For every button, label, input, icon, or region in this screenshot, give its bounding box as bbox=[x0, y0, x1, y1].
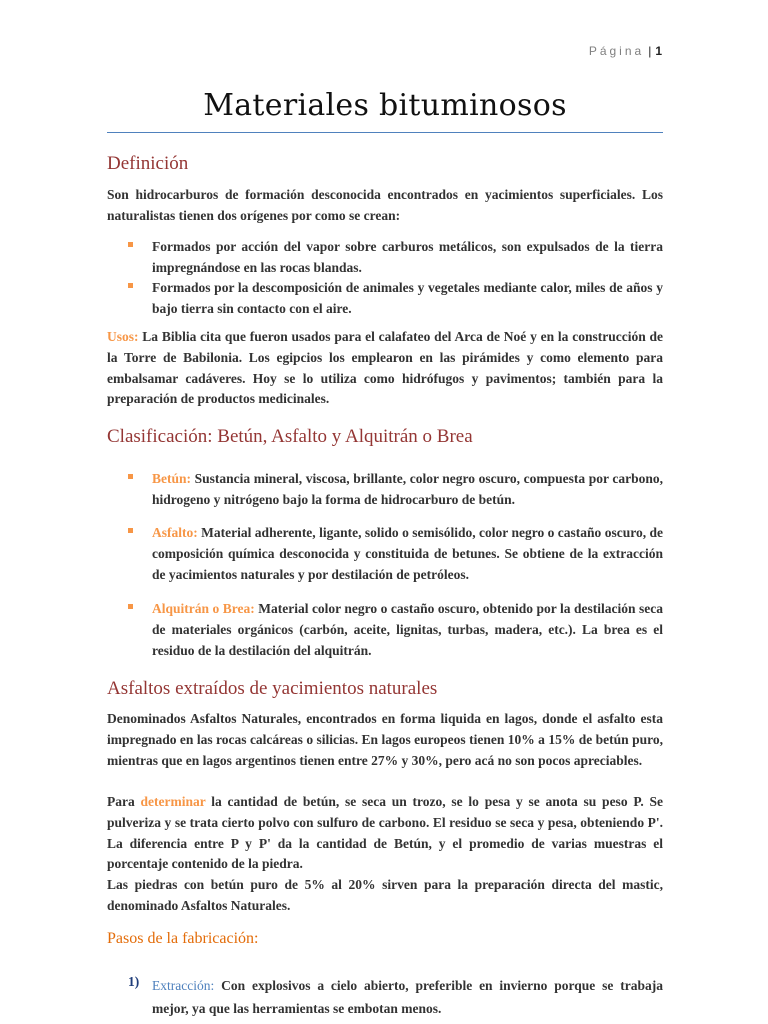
usos-paragraph bbox=[107, 327, 663, 410]
title-underline bbox=[107, 132, 663, 133]
page-number-header: Página | 1 bbox=[588, 44, 662, 58]
page-label: Página bbox=[588, 44, 645, 58]
definition-text: Sustancia mineral, viscosa, brillante, color negro oscuro, compuesta por carbono, hidrogeno y nitrógeno bajo la forma de hidrocarburo de betún. bbox=[152, 471, 663, 507]
bullet-square-icon bbox=[128, 242, 133, 247]
term-asfalto: Asfalto: bbox=[152, 525, 198, 540]
bullet-text: Formados por acción del vapor sobre carburos metálicos, son expulsados de la tierra impregnándose en las rocas blandas. bbox=[152, 239, 663, 275]
document-title: Materiales bituminosos bbox=[203, 88, 567, 123]
term-betun: Betún: bbox=[152, 471, 192, 486]
definicion-intro: Son hidrocarburos de formación desconocida encontrados en yacimientos superficiales. Los naturalistas tienen dos orígenes por como se crean: bbox=[107, 187, 663, 223]
step-term: Extracción: bbox=[152, 978, 215, 993]
bullet-square-icon bbox=[128, 528, 133, 533]
heading-clasificacion: Clasificación: Betún, Asfalto y Alquitrán o Brea bbox=[107, 426, 473, 447]
list-item bbox=[107, 278, 663, 320]
list-item bbox=[107, 523, 663, 585]
step-number: 1) bbox=[128, 974, 140, 989]
list-item bbox=[107, 599, 663, 661]
bullet-square-icon bbox=[128, 604, 133, 609]
bullet-text: Formados por la descomposición de animales y vegetales mediante calor, miles de años y bajo tierra sin contacto con el aire. bbox=[152, 280, 663, 316]
list-item bbox=[107, 469, 663, 511]
page-number: 1 bbox=[655, 44, 662, 58]
heading-definicion: Definición bbox=[107, 153, 189, 174]
step-text: Con explosivos a cielo abierto, preferible en invierno porque se trabaja mejor, ya que las herramientas se embotan menos. bbox=[152, 978, 663, 1016]
asfaltos-paragraph-1: Denominados Asfaltos Naturales, encontrados en forma liquida en lagos, donde el asfalto esta impregnado en las rocas calcáreas o silicias. En lagos europeos tienen 10% a 15% de betún puro, mientras que en lagos argentinos tienen entre 27% y 30%, pero acá no son pocos apreciables. bbox=[107, 711, 663, 768]
term-alquitran: Alquitrán o Brea: bbox=[152, 601, 255, 616]
bullet-square-icon bbox=[128, 474, 133, 479]
list-item bbox=[107, 974, 663, 1020]
bullet-square-icon bbox=[128, 283, 133, 288]
definition-text: Material adherente, ligante, solido o semisólido, color negro o castaño oscuro, de composición química desconocida y constituida de betunes. Se obtiene de la extracción de yacimientos naturales y por destilación de petróleos. bbox=[152, 525, 663, 582]
list-item bbox=[107, 237, 663, 279]
definition-text: Material color negro o castaño oscuro, obtenido por la destilación seca de materiales orgánicos (carbón, aceite, lignitas, turbas, madera, etc.). La brea es el residuo de la destilación del alquitrán. bbox=[152, 601, 663, 658]
usos-label: Usos: bbox=[107, 329, 139, 344]
usos-text: La Biblia cita que fueron usados para el calafateo del Arca de Noé y en la construcción de la Torre de Babilonia. Los egipcios los emplearon en las pirámides y como elemento para embalsamar cadáveres. Hoy se lo utiliza como hidrófugos y pavimentos; también para la preparación de productos medicinales. bbox=[107, 329, 663, 407]
asfaltos-paragraph-2: Para determinar la cantidad de betún, se seca un trozo, se lo pesa y se anota su peso P. Se pulveriza y se trata cierto polvo con sulfuro de carbono. El residuo se seca y pesa, obteniendo P'. La diferencia entre P y P' da la cantidad de Betún, y el promedio de varias muestras el porcentaje contenido de la piedra. bbox=[107, 794, 663, 872]
asfaltos-paragraph-3: Las piedras con betún puro de 5% al 20% sirven para la preparación directa del mastic, denominado Asfaltos Naturales. bbox=[107, 877, 663, 913]
heading-asfaltos: Asfaltos extraídos de yacimientos naturales bbox=[107, 678, 438, 699]
highlight-determinar: determinar bbox=[140, 794, 206, 809]
heading-pasos: Pasos de la fabricación: bbox=[107, 930, 259, 947]
